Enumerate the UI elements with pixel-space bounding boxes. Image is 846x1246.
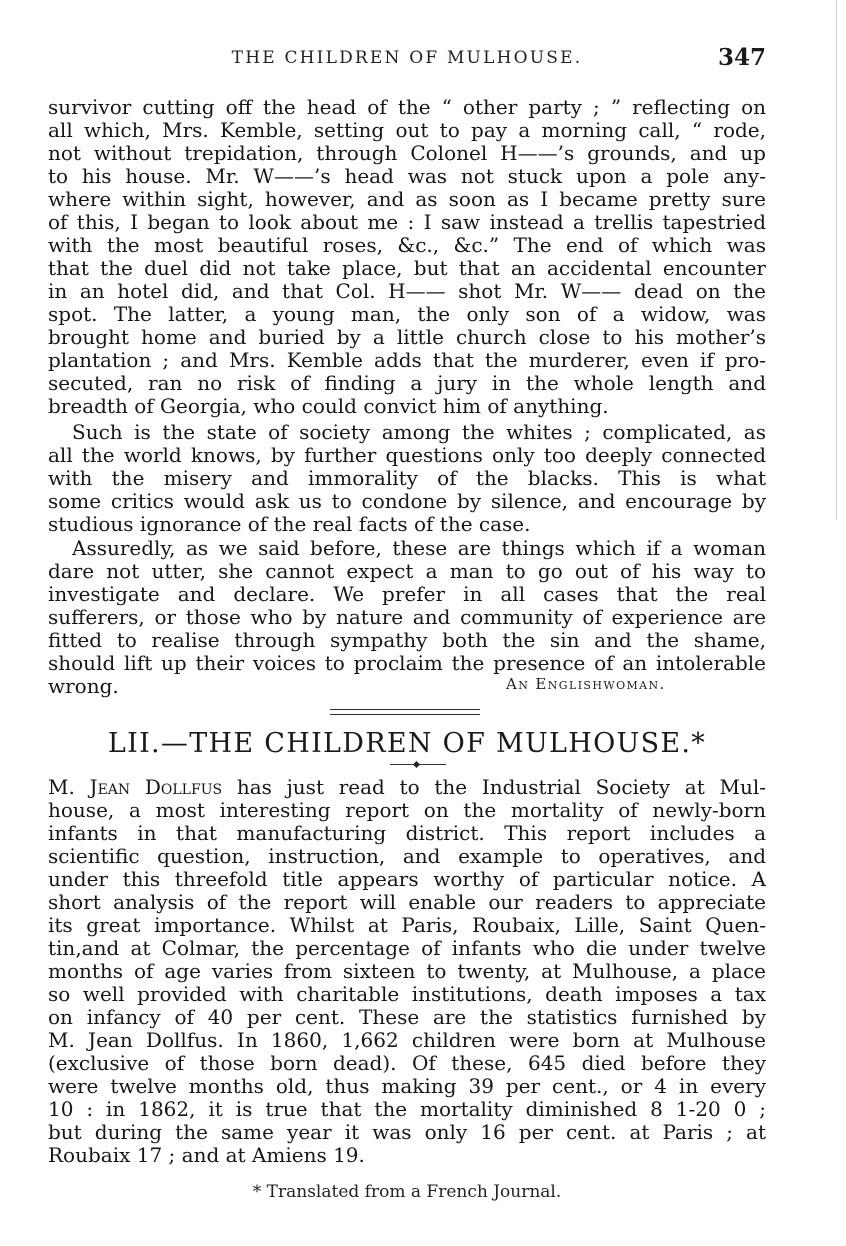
text-line: plantation ; and Mrs. Kemble adds that the murderer, even if pro- — [48, 349, 766, 372]
text-line: tin,and at Colmar, the percentage of infants who die under twelve — [48, 937, 766, 960]
page-number: 347 — [717, 44, 766, 71]
text-line: all the world knows, by further questions only too deeply connected — [48, 444, 766, 467]
text-line: some critics would ask us to condone by silence, and encourage by — [48, 490, 766, 513]
text-line: (exclusive of those born dead). Of these, 645 died before they — [48, 1052, 766, 1075]
text-line: brought home and buried by a little church close to his mother’s — [48, 326, 766, 349]
text-line: Such is the state of society among the whites ; complicated, as — [72, 421, 766, 444]
text-line: 10 : in 1862, it is true that the mortality diminished 8 1-20 0 ; — [48, 1098, 766, 1121]
text-line: were twelve months old, thus making 39 per cent., or 4 in every — [48, 1075, 766, 1098]
text-line: M. Jean Dollfus. In 1860, 1,662 children were born at Mulhouse — [48, 1029, 766, 1052]
text-line: in an hotel did, and that Col. H—— shot Mr. W—— dead on the — [48, 280, 766, 303]
text-line: sufferers, or those who by nature and community of experience are — [48, 606, 766, 629]
text-line: under this threefold title appears worthy of particular notice. A — [48, 868, 766, 891]
text-line: dare not utter, she cannot expect a man to go out of his way to — [48, 560, 766, 583]
text-line: with the most beautiful roses, &c., &c.” The end of which was — [48, 234, 766, 257]
text-line: should lift up their voices to proclaim the presence of an intolerable — [48, 652, 766, 675]
text-line: months of age varies from sixteen to twenty, at Mulhouse, a place — [48, 960, 766, 983]
text-line: where within sight, however, and as soon as I became pretty sure — [48, 188, 766, 211]
text-line: survivor cutting off the head of the “ other party ; ” reflecting on — [48, 96, 766, 119]
text-line: Assuredly, as we said before, these are things which if a woman — [72, 537, 766, 560]
text-line: its great importance. Whilst at Paris, Roubaix, Lille, Saint Quen- — [48, 914, 766, 937]
text-line: short analysis of the report will enable our readers to appreciate — [48, 891, 766, 914]
text-line: house, a most interesting report on the mortality of newly-born — [48, 799, 766, 822]
text-line: studious ignorance of the real facts of the case. — [48, 513, 531, 536]
text-line: not without trepidation, through Colonel H——’s grounds, and up — [48, 142, 766, 165]
text-line: to his house. Mr. W——’s head was not stuck upon a pole any- — [48, 165, 766, 188]
text-line: of this, I began to look about me : I saw instead a trellis tapestried — [48, 211, 766, 234]
text-line: breadth of Georgia, who could convict him of anything. — [48, 395, 609, 418]
footnote: * Translated from a French Journal. — [252, 1182, 562, 1202]
text-line: infants in that manufacturing district. This report includes a — [48, 822, 766, 845]
text-line — [48, 776, 766, 799]
text-line-rest: has just read to the Industrial Society at Mul- — [222, 776, 766, 799]
text-line: scientific question, instruction, and example to operatives, and — [48, 845, 766, 868]
text-line: so well provided with charitable institutions, death imposes a tax — [48, 983, 766, 1006]
text-line: that the duel did not take place, but that an accidental encounter — [48, 257, 766, 280]
text-line: spot. The latter, a young man, the only son of a widow, was — [48, 303, 766, 326]
text-line: fitted to realise through sympathy both the sin and the shame, — [48, 629, 766, 652]
running-head-title: THE CHILDREN OF MULHOUSE. — [231, 48, 583, 68]
text-line: all which, Mrs. Kemble, setting out to pay a morning call, “ rode, — [48, 119, 766, 142]
article-heading: LII.—THE CHILDREN OF MULHOUSE.* — [107, 728, 707, 759]
author-signature: An Englishwoman. — [506, 675, 666, 693]
text-line: on infancy of 40 per cent. These are the statistics furnished by — [48, 1006, 766, 1029]
text-line: investigate and declare. We prefer in all cases that the real — [48, 583, 766, 606]
author-name: M. Jean Dollfus — [48, 776, 223, 799]
text-line: Roubaix 17 ; and at Amiens 19. — [48, 1144, 365, 1167]
text-line: secuted, ran no risk of finding a jury in the whole length and — [48, 372, 766, 395]
text-line: wrong. — [48, 675, 119, 698]
text-line: but during the same year it was only 16 per cent. at Paris ; at — [48, 1121, 766, 1144]
text-line: with the misery and immorality of the blacks. This is what — [48, 467, 766, 490]
